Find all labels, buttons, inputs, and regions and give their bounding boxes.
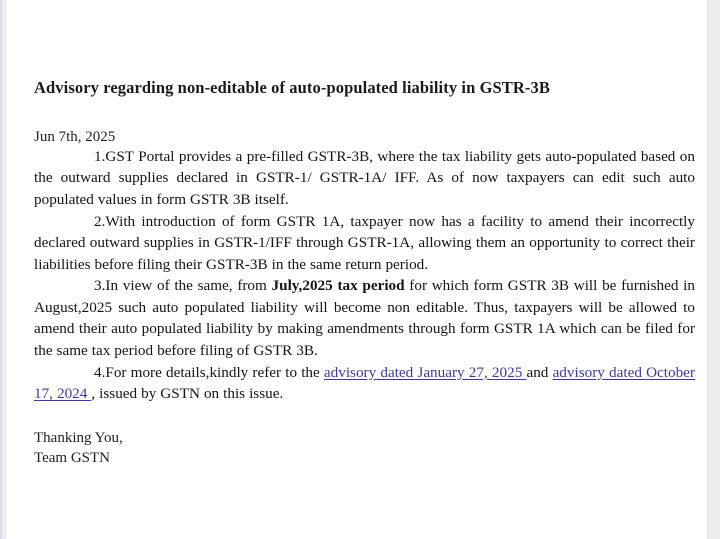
paragraph-text: In view of the same, from bbox=[105, 277, 272, 295]
advisory-link[interactable]: advisory dated October 17, 2024 bbox=[34, 363, 695, 403]
document-closing bbox=[34, 428, 695, 469]
paragraph-number: 1. bbox=[94, 147, 106, 165]
emphasis-text: July,2025 tax period bbox=[271, 277, 405, 295]
paragraph-text: For more details,kindly refer to the bbox=[105, 363, 324, 381]
paragraph-text: GST Portal provides a pre-filled GSTR-3B, where the tax liability gets auto-populated based on the outward supplies declared in GSTR-1/ GSTR-1A/ IFF. As of now taxpayers can edit such auto populated values in form GSTR 3B itself. bbox=[34, 147, 695, 208]
paragraph-number: 4. bbox=[94, 363, 106, 381]
closing-signature: Team GSTN bbox=[34, 450, 111, 467]
page-right-edge bbox=[708, 0, 720, 539]
paragraph-text: , issued by GSTN on this issue. bbox=[91, 385, 284, 403]
document-title: Advisory regarding non-editable of auto-populated liability in GSTR-3B bbox=[34, 78, 550, 97]
paragraph-text: and bbox=[526, 363, 553, 381]
page-right-border bbox=[707, 0, 708, 539]
document-body bbox=[34, 78, 695, 469]
paragraph-number: 2. bbox=[94, 212, 106, 230]
paragraph-1 bbox=[34, 146, 695, 211]
document-page bbox=[6, 0, 707, 539]
closing-thanks: Thanking You, bbox=[34, 429, 123, 446]
advisory-link[interactable]: advisory dated January 27, 2025 bbox=[323, 363, 527, 381]
document-date: Jun 7th, 2025 bbox=[34, 128, 116, 145]
paragraph-text: for which form GSTR 3B will be furnished in August,2025 such auto populated liability will become non editable. Thus, taxpayers will be allowed to amend their auto populated liability by making amendments through form GSTR 1A which can be filed for the same tax period before filing of GSTR 3B. bbox=[34, 277, 695, 359]
paragraph-number: 3. bbox=[94, 277, 106, 295]
paragraph-3 bbox=[34, 275, 695, 361]
paragraph-4 bbox=[34, 362, 695, 405]
paragraph-2 bbox=[34, 211, 695, 276]
paragraph-text: With introduction of form GSTR 1A, taxpayer now has a facility to amend their incorrectly declared outward supplies in GSTR-1/IFF through GSTR-1A, allowing them an opportunity to correct their liabilities before filing their GSTR-3B in the same return period. bbox=[34, 212, 695, 273]
